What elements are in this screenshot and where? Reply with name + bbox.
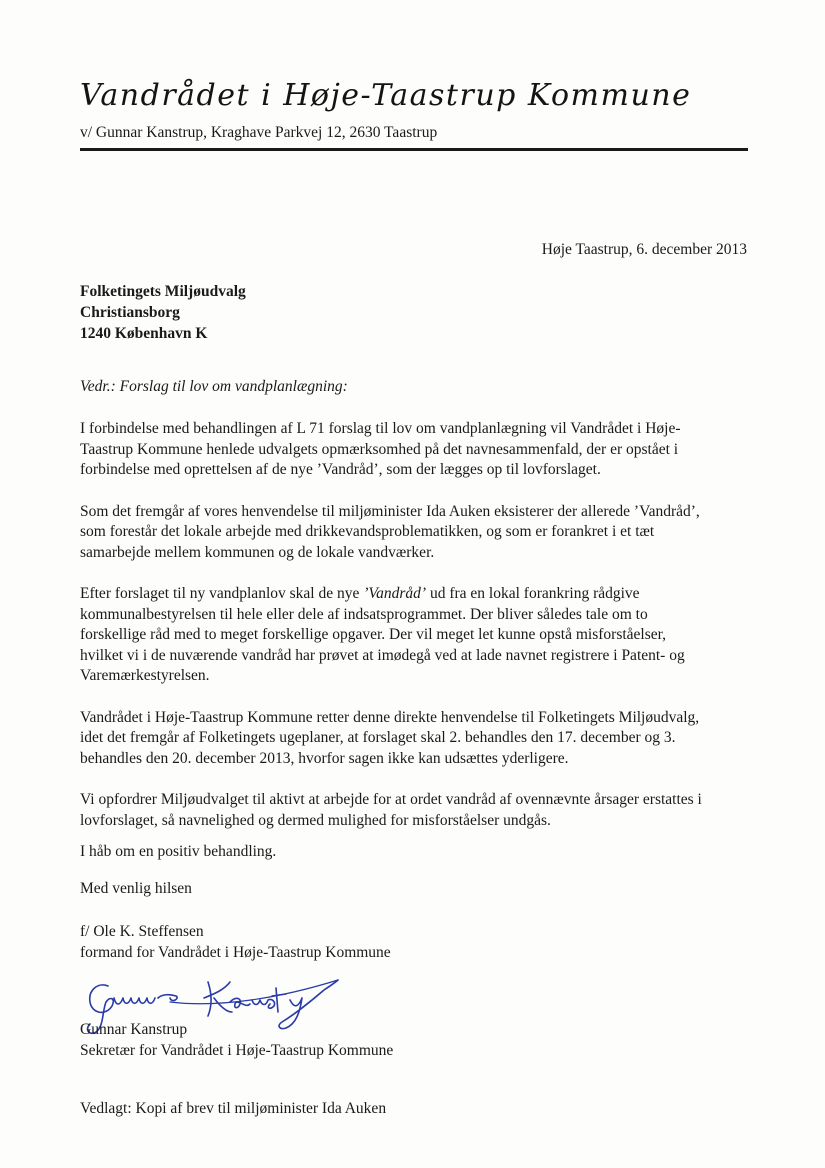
recipient-line: 1240 København K [80,325,208,342]
text-line: Som det fremgår af vores henvendelse til miljøminister Ida Auken eksisterer der allerede ’Vandråd’, [80,502,700,520]
recipient-line: Folketingets Miljøudvalg [80,283,246,300]
text-line: Vi opfordrer Miljøudvalget til aktivt at arbejde for at ordet vandråd af ovennævnte årsager erstattes i [80,791,702,808]
text-fragment: Efter forslaget til ny vandplanlov skal de nye [80,585,364,602]
signer-block [80,921,391,963]
paragraph [80,584,752,687]
letterhead-rule [80,148,748,151]
text-line: hvilket vi i de nuværende vandråd har prøvet at imødegå ved at lade navnet registrere i Patent- og [80,646,685,664]
text-line: kommunalbestyrelsen til hele eller dele af indsatsprogrammet. Der bliver således tale om to [80,605,648,623]
text-line [80,584,752,605]
text-fragment: ud fra en lokal forankring rådgive [426,585,640,602]
paragraph [80,790,752,831]
closing-hope: I håb om en positiv behandling. [80,843,277,860]
secretary-role: Sekretær for Vandrådet i Høje-Taastrup Kommune [80,1042,394,1059]
text-line: I forbindelse med behandlingen af L 71 forslag til lov om vandplanlægning vil Vandrådet i Høje- [80,420,681,437]
paragraph [80,419,752,481]
recipient-line: Christiansborg [80,304,180,321]
text-line: Varemærkestyrelsen. [80,667,210,684]
paragraph [80,502,752,564]
text-line: idet det fremgår af Folketingets ugeplaner, at forslaget skal 2. behandles den 17. december og 3. [80,729,676,746]
paragraph [80,708,752,770]
secretary-name: Gunnar Kanstrup [80,1021,188,1038]
closing-greeting: Med venlig hilsen [80,880,192,897]
text-line: Taastrup Kommune henlede udvalgets opmærksomhed på det navnesammenfald, der er opstået i [80,440,679,458]
recipient-address [80,281,246,344]
signer-name: f/ Ole K. Steffensen [80,923,204,940]
letterhead-title: Vandrådet i Høje-Taastrup Kommune [80,78,692,113]
secretary-block [80,1019,393,1061]
text-line: lovforslaget, så navnelighed og dermed mulighed for misforståelser undgås. [80,811,551,829]
signer-role: formand for Vandrådet i Høje-Taastrup Kommune [80,944,391,961]
text-line: som forestår det lokale arbejde med drikkevandsproblematikken, og som er forankret i et tæt [80,523,655,540]
date-line: Høje Taastrup, 6. december 2013 [541,241,747,258]
letterhead-address: v/ Gunnar Kanstrup, Kraghave Parkvej 12, 2630 Taastrup [80,124,438,141]
text-line: Vandrådet i Høje-Taastrup Kommune retter denne direkte henvendelse til Folketingets Miljøudvalg, [80,708,700,726]
text-line: forbindelse med oprettelsen af de nye ’Vandråd’, som der lægges op til lovforslaget. [80,461,601,478]
italic-term: ’Vandråd’ [363,585,427,602]
subject-line: Vedr.: Forslag til lov om vandplanlægning: [80,378,348,395]
letter-body [80,419,752,852]
enclosure-note: Vedlagt: Kopi af brev til miljøminister Ida Auken [80,1100,387,1117]
text-line: behandles den 20. december 2013, hvorfor sagen ikke kan udsættes yderligere. [80,749,569,767]
text-line: forskellige råd med to meget forskellige opgaver. Der vil meget let kunne opstå misforståelser, [80,626,667,643]
text-line: samarbejde mellem kommunen og de lokale vandværker. [80,543,435,561]
